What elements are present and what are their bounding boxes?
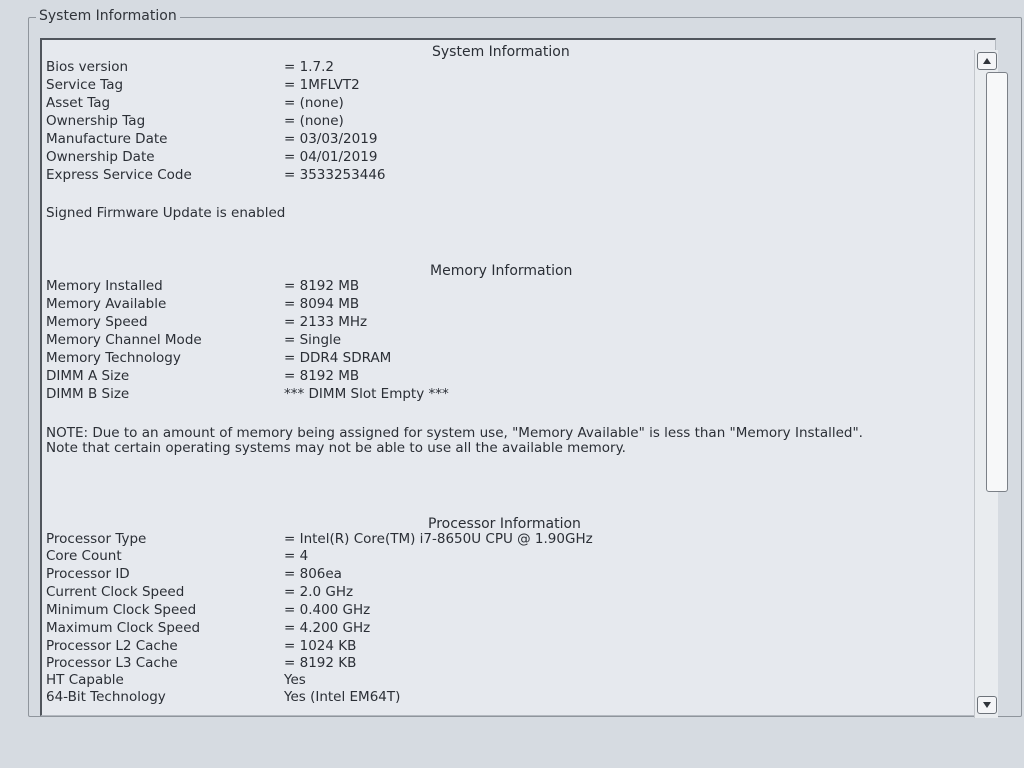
row-value: = 2.0 GHz — [284, 584, 354, 600]
row-value: = 8192 KB — [284, 655, 357, 671]
row-value: = 8192 MB — [284, 278, 360, 294]
row-label: DIMM B Size — [46, 386, 130, 402]
row-label: Processor ID — [46, 566, 130, 582]
scroll-up-button[interactable] — [977, 52, 997, 70]
row-value: Yes (Intel EM64T) — [284, 689, 401, 705]
row-value: = 1MFLVT2 — [284, 77, 360, 93]
row-label: Memory Channel Mode — [46, 332, 202, 348]
row-label: Manufacture Date — [46, 131, 168, 147]
row-value: = Intel(R) Core(TM) i7-8650U CPU @ 1.90GHz — [284, 531, 593, 547]
row-value: = 1024 KB — [284, 638, 357, 654]
arrow-down-icon — [982, 701, 992, 709]
row-label: Processor Type — [46, 531, 147, 547]
row-label: 64-Bit Technology — [46, 689, 166, 705]
row-value: Yes — [284, 672, 306, 688]
row-value: *** DIMM Slot Empty *** — [284, 386, 449, 402]
row-label: Asset Tag — [46, 95, 111, 111]
row-value: = 3533253446 — [284, 167, 386, 183]
row-label: Memory Installed — [46, 278, 163, 294]
row-value: = (none) — [284, 95, 344, 111]
row-label: Memory Speed — [46, 314, 148, 330]
row-value: = 1.7.2 — [284, 59, 334, 75]
scroll-down-button[interactable] — [977, 696, 997, 714]
row-label: Current Clock Speed — [46, 584, 185, 600]
memory-note: NOTE: Due to an amount of memory being assigned for system use, "Memory Available" is less than "Memory Installed". Note that certain operating systems may not be able to use all the available memory. — [46, 425, 863, 456]
row-label: Memory Available — [46, 296, 167, 312]
arrow-up-icon — [982, 57, 992, 65]
row-value: = 04/01/2019 — [284, 149, 378, 165]
row-value: = 0.400 GHz — [284, 602, 371, 618]
row-label: Ownership Date — [46, 149, 155, 165]
row-label: Maximum Clock Speed — [46, 620, 201, 636]
row-label: HT Capable — [46, 672, 124, 688]
row-label: Express Service Code — [46, 167, 192, 183]
groupbox-title: System Information — [36, 8, 180, 24]
row-label: Memory Technology — [46, 350, 181, 366]
row-value: = 8192 MB — [284, 368, 360, 384]
processor-section-title: Processor Information — [428, 516, 581, 532]
row-value: = 8094 MB — [284, 296, 360, 312]
row-label: Ownership Tag — [46, 113, 146, 129]
memory-section-title: Memory Information — [430, 263, 573, 279]
row-label: Minimum Clock Speed — [46, 602, 197, 618]
system-section-title: System Information — [432, 44, 570, 60]
system-information-panel — [40, 38, 996, 716]
row-value: = (none) — [284, 113, 344, 129]
row-label: Bios version — [46, 59, 129, 75]
row-label: Processor L2 Cache — [46, 638, 178, 654]
row-value: = 806ea — [284, 566, 342, 582]
row-value: = 4 — [284, 548, 309, 564]
scroll-thumb[interactable] — [986, 72, 1008, 492]
row-label: Service Tag — [46, 77, 124, 93]
row-value: = DDR4 SDRAM — [284, 350, 392, 366]
row-value: = 2133 MHz — [284, 314, 368, 330]
row-value: = 03/03/2019 — [284, 131, 378, 147]
row-label: Processor L3 Cache — [46, 655, 178, 671]
row-label: Core Count — [46, 548, 122, 564]
row-value: = 4.200 GHz — [284, 620, 371, 636]
row-value: = Single — [284, 332, 342, 348]
signed-firmware-note: Signed Firmware Update is enabled — [46, 205, 286, 221]
row-label: DIMM A Size — [46, 368, 130, 384]
